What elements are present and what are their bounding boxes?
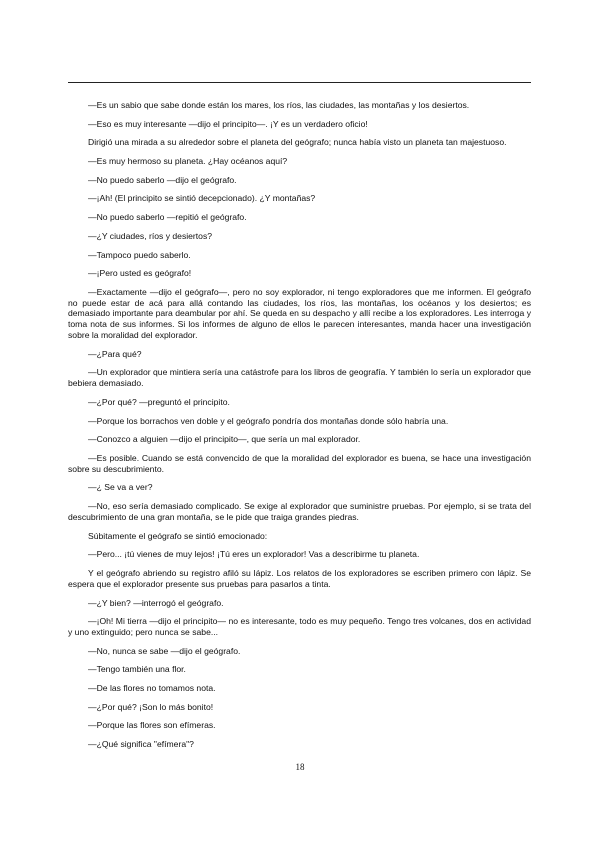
- paragraph: —No puedo saberlo —dijo el geógrafo.: [88, 174, 237, 185]
- paragraph: —No, eso sería demasiado complicado. Se exige al explorador que suministre pruebas. Por ejemplo, si se trata del descubrimiento de una gran montaña, se le pide que traiga grandes piedras.: [68, 501, 531, 522]
- paragraph: —Es muy hermoso su planeta. ¿Hay océanos aquí?: [88, 156, 288, 167]
- paragraph: Y el geógrafo abriendo su registro afiló su lápiz. Los relatos de los exploradores se escriben primero con lápiz. Se espera que el explorador presente sus pruebas para pasarlos a tinta.: [68, 568, 531, 589]
- paragraph: —¿Por qué? —preguntó el principito.: [88, 396, 230, 407]
- paragraph: —Porque las flores son efímeras.: [88, 720, 216, 731]
- paragraph: —Un explorador que mintiera sería una catástrofe para los libros de geografía. Y también lo sería un explorador que bebiera demasiado.: [68, 367, 531, 389]
- page-number: 18: [295, 762, 305, 772]
- paragraph: —Pero... ¡tú vienes de muy lejos! ¡Tú eres un explorador! Vas a describirme tu planeta.: [88, 549, 420, 560]
- paragraph: —No puedo saberlo —repitió el geógrafo.: [88, 212, 247, 223]
- paragraph: —Porque los borrachos ven doble y el geógrafo pondría dos montañas donde sólo habría una.: [88, 415, 449, 426]
- paragraph: —¿Y bien? —interrogó el geógrafo.: [88, 597, 224, 608]
- paragraph: —Tengo también una flor.: [88, 664, 186, 675]
- body-text: [68, 100, 531, 758]
- paragraph: —Es posible. Cuando se está convencido de que la moralidad del explorador es buena, se hace una investigación sobre su descubrimiento.: [68, 452, 531, 474]
- paragraph: —Eso es muy interesante —dijo el principito—. ¡Y es un verdadero oficio!: [88, 118, 368, 129]
- paragraph: —¡Ah! (El principito se sintió decepcionado). ¿Y montañas?: [88, 193, 316, 204]
- paragraph: —¿Y ciudades, ríos y desiertos?: [88, 230, 213, 241]
- paragraph: —¿ Se va a ver?: [88, 482, 153, 493]
- paragraph: Súbitamente el geógrafo se sintió emocionado:: [88, 530, 268, 541]
- paragraph: —No, nunca se sabe —dijo el geógrafo.: [88, 645, 241, 656]
- paragraph: Dirigió una mirada a su alrededor sobre el planeta del geógrafo; nunca había visto un planeta tan majestuoso.: [88, 137, 507, 148]
- header-rule: [68, 82, 531, 83]
- paragraph: —Conozco a alguien —dijo el principito—, que sería un mal explorador.: [88, 434, 361, 445]
- paragraph: —¿Qué significa "efímera"?: [88, 739, 194, 750]
- paragraph: —Tampoco puedo saberlo.: [88, 249, 191, 260]
- paragraph: —¡Pero usted es geógrafo!: [88, 268, 192, 279]
- paragraph: —¿Por qué? ¡Son lo más bonito!: [88, 701, 214, 712]
- paragraph: —De las flores no tomamos nota.: [88, 683, 216, 694]
- paragraph: —Es un sabio que sabe donde están los mares, los ríos, las ciudades, las montañas y los desiertos.: [88, 100, 470, 110]
- paragraph: —¿Para qué?: [88, 348, 142, 359]
- paragraph: —¡Oh! Mi tierra —dijo el principito— no es interesante, todo es muy pequeño. Tengo tres volcanes, dos en actividad y uno extinguido; pero nunca se sabe...: [68, 616, 531, 637]
- paragraph: —Exactamente —dijo el geógrafo—, pero no soy explorador, ni tengo exploradores que me informen. El geógrafo no puede estar de acá para allá contando las ciudades, los ríos, las montañas, los océanos y los desiertos; es demasiado importante para deambular por ahí. Se queda en su despacho y allí recibe a los exploradores. Les interroga y toma nota de sus informes. Si los informes de alguno de ellos le parecen interesantes, manda hacer una investigación sobre la moralidad del explorador.: [68, 286, 531, 341]
